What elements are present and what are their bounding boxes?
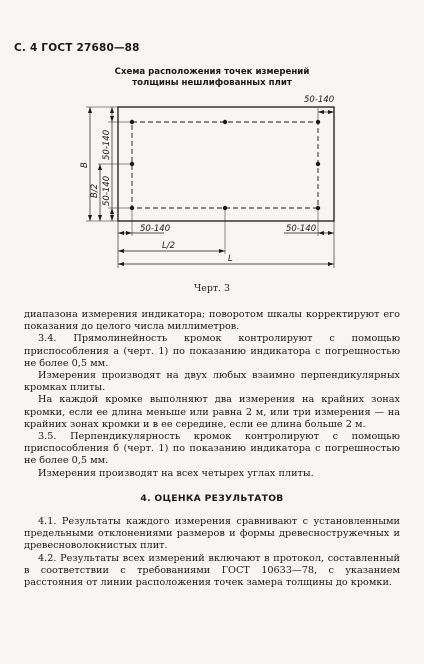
dim-label-L: L [228,254,233,264]
measurement-point [130,120,134,124]
measurement-point [316,206,320,210]
dim-label-B-half: В/2 [90,183,100,198]
page-header: С. 4 ГОСТ 27680—88 [14,42,140,54]
measurement-point [316,162,320,166]
measurement-point [316,120,320,124]
measurement-point [130,206,134,210]
dim-label-left-upper: 50-140 [102,129,112,160]
figure-title-line2: толщины нешлифованных плит [132,78,292,88]
paragraph: диапазона измерения индикатора; поворотом шкалы корректируют его показания до целого числа миллиметров. [24,309,400,333]
dim-label-left-lower: 50-140 [102,175,112,206]
body-text [24,309,400,589]
measurement-point [223,120,227,124]
dim-label-L-half: L/2 [162,241,176,251]
dim-label-bottom-right: 50-140 [286,224,317,234]
paragraph: 3.5. Перпендикулярность кромок контролируют с помощью приспособления б (черт. 1) по показанию индикатора с погрешностью не более 0,5 мм. [24,431,400,467]
paragraph: Измерения производят на всех четырех углах плиты. [38,467,314,479]
paragraph: 3.4. Прямолинейность кромок контролируют с помощью приспособления а (черт. 1) по показанию индикатора с погрешностью не более 0,5 мм. [24,333,400,369]
figure-title-line1: Схема расположения точек измерений [114,67,310,77]
measurement-line [132,122,318,208]
section-heading: 4. ОЦЕНКА РЕЗУЛЬТАТОВ [140,492,284,504]
dim-label-B: В [80,162,90,168]
paragraph: На каждой кромке выполняют два измерения на крайних зонах кромки, если ее длина меньше или равна 2 м, или три измерения — на крайних зонах кромки и в ее середине, если ее длина больше 2 м. [24,394,400,430]
measurement-point [223,206,227,210]
dim-label-top-right: 50-140 [304,95,335,105]
measurement-point [130,162,134,166]
paragraph: 4.2. Результаты всех измерений включают в протокол, составленный в соответствии с требованиями ГОСТ 10633—78, с указанием расстояния от линии расположения точек замера толщины до кромки. [24,552,400,589]
measurement-scheme-drawing [0,90,424,280]
figure-caption: Черт. 3 [194,283,230,294]
paragraph: 4.1. Результаты каждого измерения сравнивают с установленными предельными отклонениями размеров и формы древесностружечных и древесноволокнистых плит. [24,516,400,552]
plate-outline [118,107,334,221]
dim-label-bottom-left: 50-140 [140,224,171,234]
paragraph: Измерения производят на двух любых взаимно перпендикулярных кромках плиты. [24,370,400,394]
measurement-points [130,120,320,210]
